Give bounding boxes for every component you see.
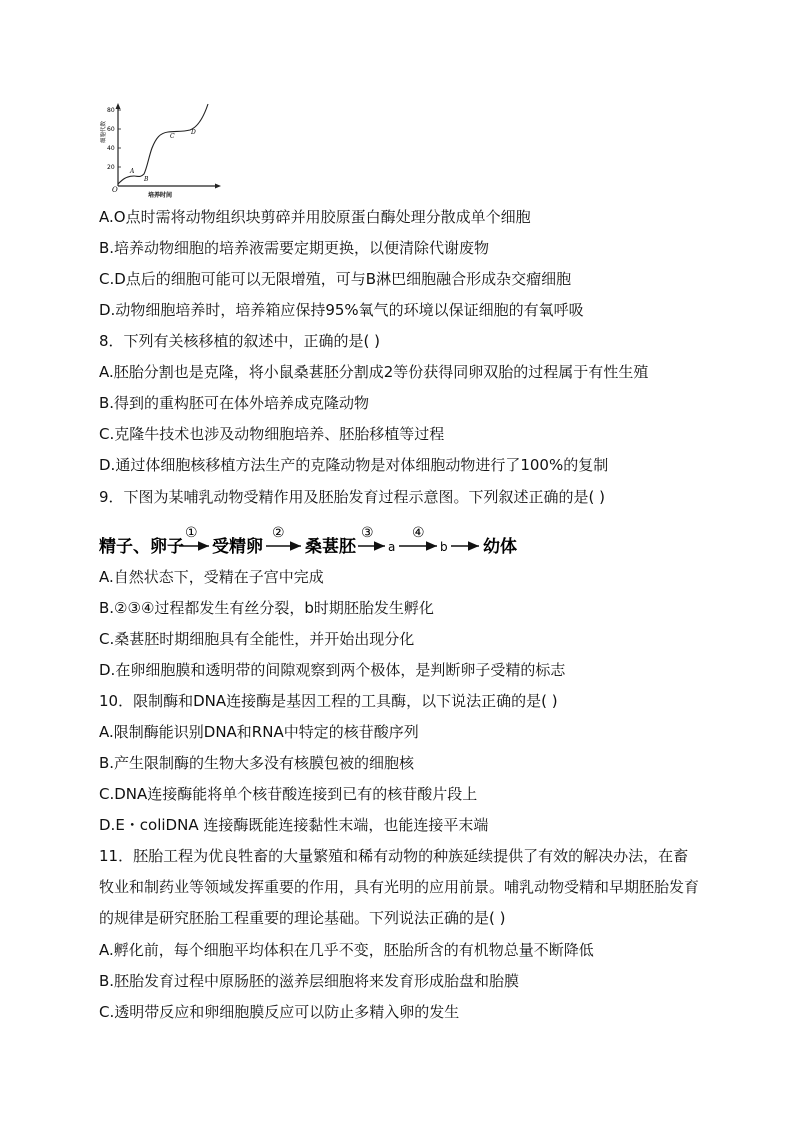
flow-step-1: ① bbox=[185, 525, 198, 541]
cell-culture-curve-figure bbox=[101, 100, 224, 200]
flow-end: 幼体 bbox=[483, 537, 517, 557]
q10-option-a: A.限制酶能识别DNA和RNA中特定的核苷酸序列 bbox=[99, 723, 419, 741]
flow-step-2: ② bbox=[272, 525, 285, 541]
flow-step-4: ④ bbox=[412, 525, 425, 541]
point-d-label: D bbox=[191, 129, 196, 136]
y-tick-80: 80 bbox=[107, 107, 115, 114]
q10-option-b: B.产生限制酶的生物大多没有核膜包被的细胞核 bbox=[99, 754, 415, 772]
q9-option-d: D.在卵细胞膜和透明带的间隙观察到两个极体，是判断卵子受精的标志 bbox=[99, 661, 566, 679]
y-tick-60: 60 bbox=[107, 126, 115, 133]
origin-label: O bbox=[112, 186, 118, 194]
q7-option-b: B.培养动物细胞的培养液需要定期更换，以便清除代谢废物 bbox=[99, 239, 490, 257]
q9-option-a: A.自然状态下，受精在子宫中完成 bbox=[99, 568, 324, 586]
fertilization-flow-diagram bbox=[99, 520, 559, 560]
q10-option-c: C.DNA连接酶能将单个核苷酸连接到已有的核苷酸片段上 bbox=[99, 785, 478, 803]
q10-stem: 10．限制酶和DNA连接酶是基因工程的工具酶，以下说法正确的是( ) bbox=[99, 692, 558, 710]
flow-stage-b: b bbox=[440, 540, 448, 554]
x-axis-label: 培养时间 bbox=[148, 192, 173, 199]
q10-option-d: D.E・coliDNA 连接酶既能连接黏性末端，也能连接平末端 bbox=[99, 816, 489, 834]
q8-stem: 8．下列有关核移植的叙述中，正确的是( ) bbox=[99, 332, 381, 350]
point-c-label: C bbox=[170, 133, 175, 140]
q8-option-d: D.通过体细胞核移植方法生产的克隆动物是对体细胞动物进行了100%的复制 bbox=[99, 456, 609, 474]
y-tick-20: 20 bbox=[107, 164, 115, 171]
y-axis-arrow bbox=[116, 103, 121, 109]
q11-option-b: B.胚胎发育过程中原肠胚的滋养层细胞将来发育形成胎盘和胎膜 bbox=[99, 972, 520, 990]
q7-option-c: C.D点后的细胞可能可以无限增殖，可与B淋巴细胞融合形成杂交瘤细胞 bbox=[99, 270, 572, 288]
q11-stem: 11．胚胎工程为优良牲畜的大量繁殖和稀有动物的种族延续提供了有效的解决办法，在畜牧业和制药业等领域发挥重要的作用，具有光明的应用前景。哺乳动物受精和早期胚胎发育的规律是研究胚胎工程重要的理论基础。下列说法正确的是( ) bbox=[99, 847, 700, 927]
q9-stem: 9．下图为某哺乳动物受精作用及胚胎发育过程示意图。下列叙述正确的是( ) bbox=[99, 488, 606, 506]
q8-option-b: B.得到的重构胚可在体外培养成克隆动物 bbox=[99, 394, 370, 412]
y-axis-label: 细胞代数 bbox=[101, 120, 107, 143]
x-axis-arrow bbox=[215, 184, 221, 189]
q9-option-c: C.桑葚胚时期细胞具有全能性，并开始出现分化 bbox=[99, 630, 415, 648]
q11-option-a: A.孵化前，每个细胞平均体积在几乎不变，胚胎所含的有机物总量不断降低 bbox=[99, 941, 594, 959]
point-b-label: B bbox=[144, 176, 149, 183]
q9-option-b: B.②③④过程都发生有丝分裂，b时期胚胎发生孵化 bbox=[99, 599, 434, 617]
flow-stage-a: a bbox=[388, 540, 396, 554]
point-a-label: A bbox=[130, 168, 135, 175]
flow-step-3: ③ bbox=[361, 525, 374, 541]
flow-fertilized-egg: 受精卵 bbox=[212, 537, 263, 557]
q7-option-d: D.动物细胞培养时，培养箱应保持95%氧气的环境以保证细胞的有氧呼吸 bbox=[99, 301, 584, 319]
y-tick-40: 40 bbox=[107, 145, 115, 152]
q11-option-c: C.透明带反应和卵细胞膜反应可以防止多精入卵的发生 bbox=[99, 1003, 460, 1021]
flow-morula: 桑葚胚 bbox=[305, 537, 356, 557]
q8-option-a: A.胚胎分割也是克隆，将小鼠桑葚胚分割成2等份获得同卵双胎的过程属于有性生殖 bbox=[99, 363, 649, 381]
q8-option-c: C.克隆牛技术也涉及动物细胞培养、胚胎移植等过程 bbox=[99, 425, 445, 443]
flow-start: 精子、卵子 bbox=[99, 537, 184, 557]
q7-option-a: A.O点时需将动物组织块剪碎并用胶原蛋白酶处理分散成单个细胞 bbox=[99, 208, 531, 226]
